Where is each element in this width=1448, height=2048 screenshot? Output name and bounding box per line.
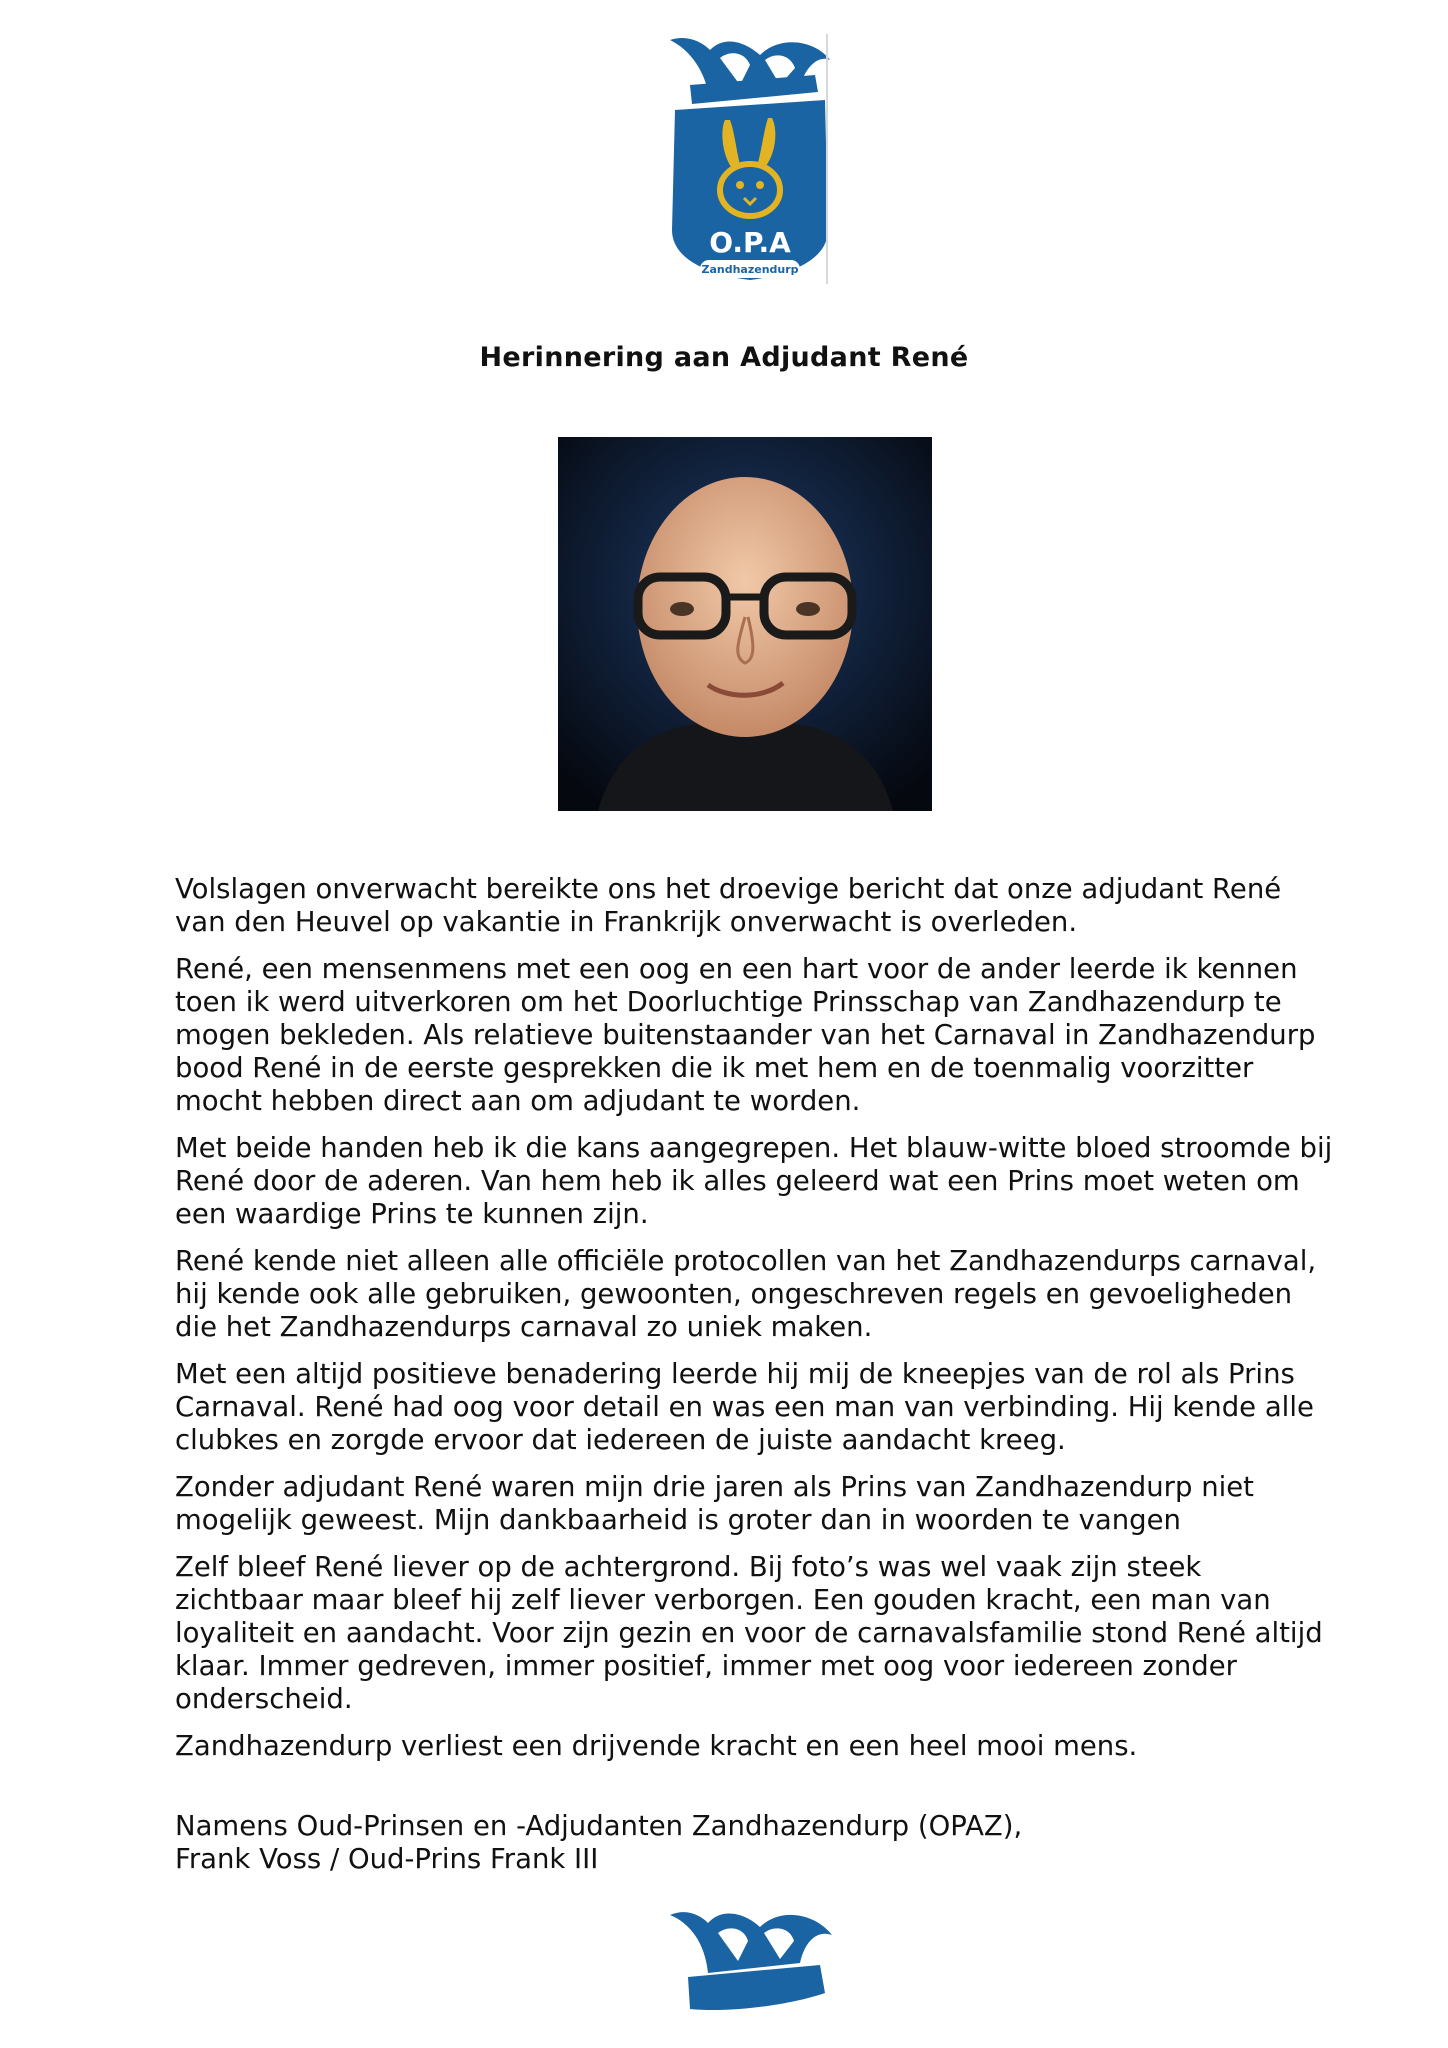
- paragraph: René kende niet alleen alle officiële protocollen van het Zandhazendurps carnaval, hij kende ook alle gebruiken, gewoonten, ongeschreven regels en gevoeligheden die het Zandhazendurps carnaval zo uniek maken.: [175, 1245, 1317, 1343]
- opa-logo: [650, 30, 850, 290]
- paragraph: Zelf bleef René liever op de achtergrond. Bij foto’s was wel vaak zijn steek zichtbaar maar bleef hij zelf liever verborgen. Een gouden kracht, een man van loyaliteit en aandacht. Voor zijn gezin en voor de carnavalsfamilie stond René altijd klaar. Immer gedreven, immer positief, immer met oog voor iedereen zonder onderscheid.: [175, 1551, 1323, 1715]
- paragraph: Met een altijd positieve benadering leerde hij mij de kneepjes van de rol als Prins Carnaval. René had oog voor detail en was een man van verbinding. Hij kende alle clubkes en zorgde ervoor dat iedereen de juiste aandacht kreeg.: [175, 1358, 1314, 1456]
- signature: [175, 1810, 1335, 1876]
- paragraph: Met beide handen heb ik die kans aangegrepen. Het blauw-witte bloed stroomde bij René door de aderen. Van hem heb ik alles geleerd wat een Prins moet weten om een waardige Prins te kunnen zijn.: [175, 1132, 1333, 1230]
- page-title: Herinnering aan Adjudant René: [479, 342, 969, 373]
- paragraph: René, een mensenmens met een oog en een hart voor de ander leerde ik kennen toen ik werd uitverkoren om het Doorluchtige Prinsschap van Zandhazendurp te mogen bekleden. Als relatieve buitenstaander van het Carnaval in Zandhazendurp bood René in de eerste gesprekken die ik met hem en de toenmalig voorzitter mocht hebben direct aan om adjudant te worden.: [175, 953, 1316, 1117]
- logo-divider: [826, 34, 828, 284]
- signature-line-2: Frank Voss / Oud-Prins Frank III: [175, 1843, 599, 1875]
- portrait-image: [558, 437, 932, 811]
- letter-body: [175, 873, 1335, 1777]
- paragraph: Volslagen onverwacht bereikte ons het droevige bericht dat onze adjudant René van den Heuvel op vakantie in Frankrijk onverwacht is overleden.: [175, 873, 1282, 938]
- signature-line-1: Namens Oud-Prinsen en -Adjudanten Zandhazendurp (OPAZ),: [175, 1810, 1023, 1842]
- logo-name: O.P.A: [709, 226, 791, 259]
- logo-subtitle: Zandhazendurp: [701, 263, 799, 276]
- paragraph: Zonder adjudant René waren mijn drie jaren als Prins van Zandhazendurp niet mogelijk geweest. Mijn dankbaarheid is groter dan in woorden te vangen: [175, 1471, 1254, 1536]
- hat-logo: [660, 1905, 840, 2020]
- paragraph: Zandhazendurp verliest een drijvende kracht en een heel mooi mens.: [175, 1730, 1138, 1762]
